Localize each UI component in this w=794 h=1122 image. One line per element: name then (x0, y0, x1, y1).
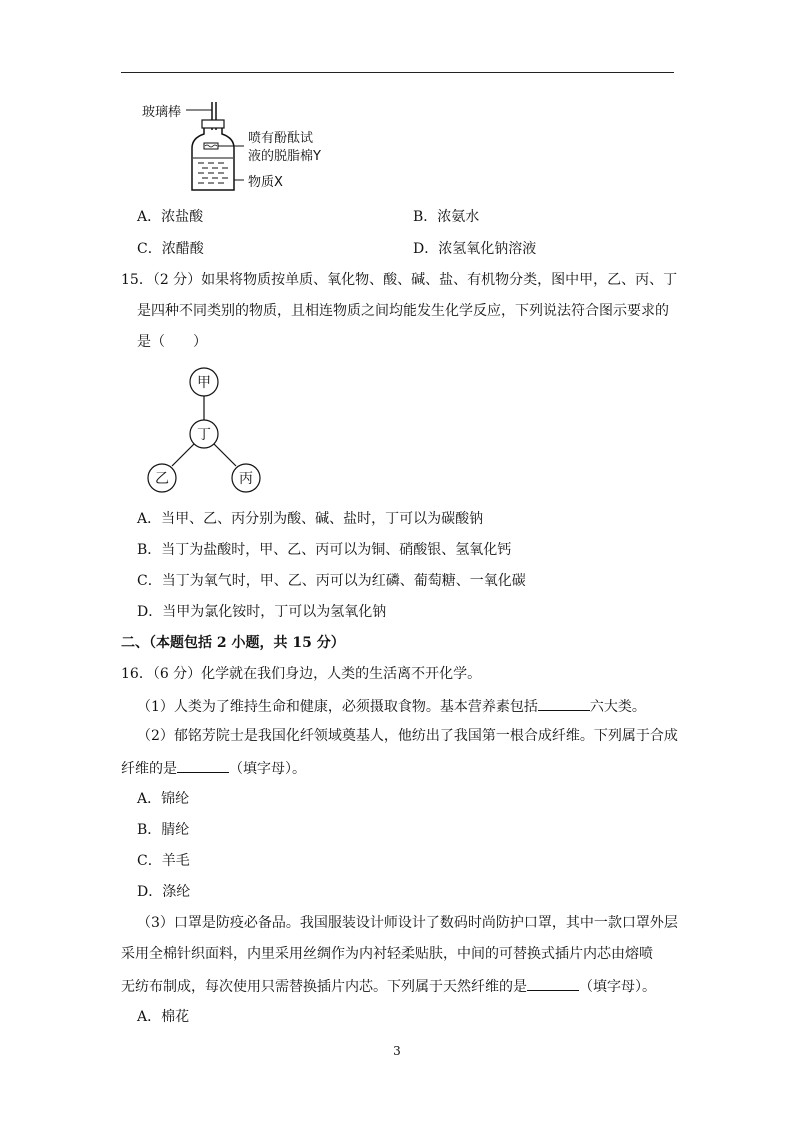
node-yi-label: 乙 (155, 471, 169, 487)
bottle-apparatus-figure (140, 100, 340, 196)
q16-part2-text: 纤维的是 (121, 761, 177, 777)
bottle-apparatus-svg (140, 100, 340, 196)
node-jia (190, 368, 218, 396)
node-yi (148, 464, 176, 492)
q16-part1-text: （1）人类为了维持生命和健康，必须摄取食物。基本营养素包括 (137, 699, 538, 715)
q16-part1-tail: 六大类。 (589, 699, 646, 715)
node-bing-label: 丙 (239, 471, 253, 487)
q14-option-b: B．浓氨水 (413, 209, 480, 225)
q15-option-a: A．当甲、乙、丙分别为酸、碱、盐时，丁可以为碳酸钠 (137, 511, 484, 527)
q14-option-d: D．浓氢氧化钠溶液 (413, 241, 537, 257)
glass-rod-label: 玻璃棒 (142, 105, 182, 120)
node-ding (190, 420, 218, 448)
cotton-label-line2: 液的脱脂棉Y (248, 149, 321, 164)
q16-part3-line3 (121, 976, 656, 996)
q16-stem: 16．（6 分）化学就在我们身边，人类的生活离不开化学。 (121, 666, 482, 682)
q16-part3-line2: 采用全棉针织面料，内里采用丝绸作为内衬轻柔贴肤，中间的可替换式插片内芯由熔喷 (121, 946, 653, 962)
q15-stem-line3: 是（ ） (137, 334, 207, 350)
q16-part3-blank[interactable] (527, 976, 579, 991)
header-rule (121, 72, 674, 73)
q15-option-d: D．当甲为氯化铵时，丁可以为氢氧化钠 (137, 604, 387, 620)
q15-network-diagram (140, 364, 280, 496)
node-jia-label: 甲 (197, 375, 211, 391)
q16-part2-line1: （2）郁铭芳院士是我国化纤领域奠基人，他纺出了我国第一根合成纤维。下列属于合成 (137, 728, 678, 744)
q16-part3-tail: （填字母）。 (579, 979, 656, 995)
node-bing (232, 464, 260, 492)
q16-part2-tail: （填字母）。 (229, 761, 306, 777)
q16-part2-option-b: B．腈纶 (137, 822, 190, 838)
substance-x-label: 物质X (248, 175, 283, 190)
q14-option-c: C．浓醋酸 (137, 241, 204, 257)
q15-network-svg (140, 364, 280, 496)
q15-option-b: B．当丁为盐酸时，甲、乙、丙可以为铜、硝酸银、氢氧化钙 (137, 542, 512, 558)
q16-part2-option-c: C．羊毛 (137, 853, 190, 869)
q16-part3-text: 无纺布制成，每次使用只需替换插片内芯。下列属于天然纤维的是 (121, 979, 527, 995)
section-2-heading: 二、（本题包括 2 小题，共 15 分） (121, 635, 345, 651)
node-ding-label: 丁 (197, 427, 211, 443)
q15-option-c: C．当丁为氧气时，甲、乙、丙可以为红磷、葡萄糖、一氧化碳 (137, 573, 526, 589)
q16-part2-option-a: A．锦纶 (137, 791, 190, 807)
q16-part2-blank[interactable] (177, 758, 229, 773)
q15-stem-line1: 15．（2 分）如果将物质按单质、氧化物、酸、碱、盐、有机物分类，图中甲，乙、丙、丁 (121, 272, 678, 288)
page-number: 3 (393, 1044, 401, 1058)
q15-stem-line2: 是四种不同类别的物质，且相连物质之间均能发生化学反应，下列说法符合图示要求的 (137, 303, 669, 319)
q16-part2-line2 (121, 758, 306, 778)
q16-part3-line1: （3）口罩是防疫必备品。我国服装设计师设计了数码时尚防护口罩，其中一款口罩外层 (137, 915, 678, 931)
q16-part3-option-a: A．棉花 (137, 1009, 190, 1025)
q16-part2-option-d: D．涤纶 (137, 884, 191, 900)
q14-option-a: A．浓盐酸 (137, 209, 204, 225)
cotton-label-line1: 喷有酚酞试 (248, 131, 314, 146)
q16-part1 (137, 696, 646, 716)
q16-part1-blank[interactable] (538, 696, 590, 711)
